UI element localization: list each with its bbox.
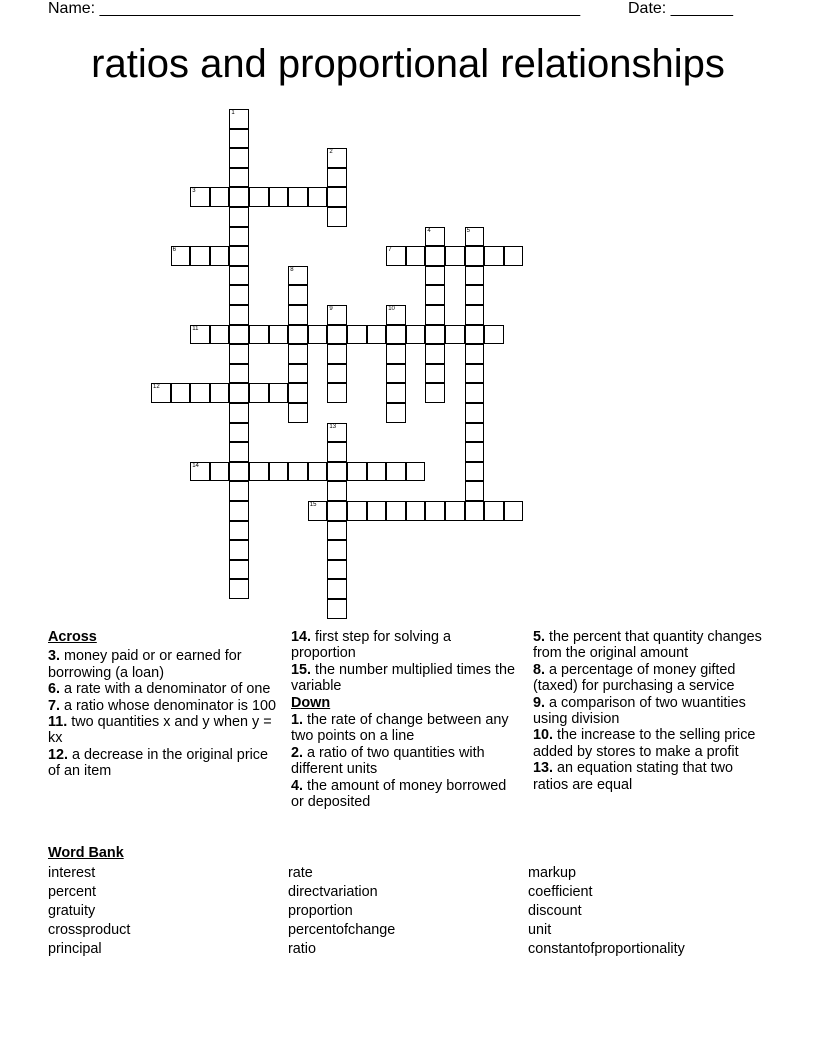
crossword-cell[interactable] [465,266,485,286]
across-heading: Across [48,629,97,645]
crossword-cell[interactable] [406,501,426,521]
word-bank-item: markup [528,865,576,881]
word-bank-column-2 [288,864,395,959]
word-bank-item: principal [48,941,102,957]
crossword-cell[interactable] [465,246,485,266]
crossword-cell[interactable] [229,481,249,501]
clue-number: 13 [329,423,337,430]
across-clue: 3. money paid or or earned for borrowing (a loan) [48,648,242,681]
crossword-cell[interactable] [327,383,347,403]
crossword-cell[interactable] [229,560,249,580]
word-bank-item: crossproduct [48,922,131,938]
crossword-cell[interactable] [484,501,504,521]
clue-number: 5 [466,227,470,234]
clue-number: 10 [388,306,395,312]
crossword-cell[interactable] [229,187,249,207]
crossword-cell[interactable] [445,246,465,266]
clue-number: 14 [192,462,199,469]
crossword-cell[interactable] [308,501,328,521]
crossword-cell[interactable] [229,442,249,462]
crossword-cell[interactable] [229,403,249,423]
crossword-cell[interactable] [465,462,485,482]
crossword-cell[interactable] [229,579,249,599]
crossword-cell[interactable] [190,383,210,403]
crossword-cell[interactable] [229,364,249,384]
crossword-cell[interactable] [190,325,210,345]
crossword-cell[interactable] [327,148,347,168]
crossword-cell[interactable] [465,383,485,403]
crossword-cell[interactable] [288,364,308,384]
crossword-cell[interactable] [425,383,445,403]
crossword-cell[interactable] [327,540,347,560]
crossword-cell[interactable] [269,187,289,207]
across-clue: 15. the number multiplied times the variable [291,661,515,695]
crossword-cell[interactable] [151,383,171,403]
crossword-cell[interactable] [386,462,406,482]
crossword-cell[interactable] [210,383,230,403]
down-clue: 8. a percentage of money gifted (taxed) for purchasing a service [533,661,736,695]
crossword-cell[interactable] [229,207,249,227]
crossword-cell[interactable] [465,344,485,364]
crossword-cell[interactable] [425,305,445,325]
crossword-cell[interactable] [190,187,210,207]
word-bank-heading: Word Bank [48,845,124,861]
crossword-cell[interactable] [465,305,485,325]
crossword-cell[interactable] [327,481,347,501]
crossword-cell[interactable] [367,325,387,345]
crossword-cell[interactable] [327,599,347,619]
crossword-cell[interactable] [229,168,249,188]
crossword-cell[interactable] [445,325,465,345]
crossword-cell[interactable] [425,344,445,364]
crossword-cell[interactable] [288,344,308,364]
down-clue: 9. a comparison of two wuantities using division [533,694,746,728]
word-bank-item: gratuity [48,903,96,919]
clue-number: 6 [172,247,176,254]
crossword-cell[interactable] [484,246,504,266]
crossword-cell[interactable] [229,344,249,364]
crossword-cell[interactable] [229,266,249,286]
clue-number: 7 [388,247,392,254]
crossword-cell[interactable] [327,462,347,482]
crossword-cell[interactable] [288,462,308,482]
crossword-cell[interactable] [465,481,485,501]
crossword-cell[interactable] [210,246,230,266]
crossword-cell[interactable] [269,325,289,345]
word-bank-item: percentofchange [288,922,396,938]
crossword-cell[interactable] [425,266,445,286]
crossword-cell[interactable] [269,383,289,403]
crossword-cell[interactable] [347,325,367,345]
crossword-cell[interactable] [210,187,230,207]
word-bank-item: discount [528,903,582,919]
clue-number: 1 [231,110,235,116]
across-clue: 11. two quantities x and y when y = kx [48,714,272,747]
crossword-cell[interactable] [327,364,347,384]
crossword-cell[interactable] [425,227,445,247]
crossword-cell[interactable] [327,423,347,443]
clues-column-1 [48,629,276,780]
across-clue: 14. first step for solving a proportion [291,629,451,662]
crossword-cell[interactable] [288,266,308,286]
clue-number: 9 [329,306,333,312]
crossword-cell[interactable] [229,521,249,541]
crossword-cell[interactable] [308,462,328,482]
crossword-cell[interactable] [445,501,465,521]
clues-column-3 [533,629,765,839]
crossword-cell[interactable] [229,540,249,560]
crossword-cell[interactable] [406,246,426,266]
crossword-cell[interactable] [229,501,249,521]
crossword-cell[interactable] [347,462,367,482]
word-bank-item: ratio [288,941,316,957]
crossword-cell[interactable] [386,501,406,521]
crossword-cell[interactable] [327,501,347,521]
clues-column-2 [291,629,519,810]
page-title: ratios and proportional relationships [91,42,725,86]
crossword-cell[interactable] [465,403,485,423]
crossword-cell[interactable] [210,462,230,482]
crossword-cell[interactable] [465,501,485,521]
crossword-cell[interactable] [171,246,191,266]
clue-number: 3 [192,188,196,195]
down-clue: 5. the percent that quantity changes from the original amount [533,629,762,662]
crossword-cell[interactable] [327,442,347,462]
crossword-cell[interactable] [269,462,289,482]
crossword-cell[interactable] [386,364,406,384]
word-bank-item: interest [48,865,96,881]
word-bank-item: coefficient [528,884,593,900]
crossword-cell[interactable] [229,383,249,403]
crossword-cell[interactable] [229,325,249,345]
crossword-cell[interactable] [288,305,308,325]
word-bank-item: directvariation [288,884,378,900]
crossword-cell[interactable] [327,344,347,364]
crossword-cell[interactable] [229,285,249,305]
crossword-cell[interactable] [386,344,406,364]
crossword-cell[interactable] [406,325,426,345]
crossword-cell[interactable] [249,325,269,345]
crossword-cell[interactable] [288,383,308,403]
clue-number: 12 [153,384,160,391]
word-bank-column-3 [528,864,685,959]
crossword-cell[interactable] [190,462,210,482]
crossword-cell[interactable] [465,325,485,345]
clue-number: 11 [192,325,199,332]
crossword-cell[interactable] [386,246,406,266]
crossword-cell[interactable] [249,187,269,207]
down-heading: Down [291,694,331,711]
clue-number: 8 [290,266,294,273]
crossword-cell[interactable] [308,325,328,345]
clue-number: 4 [427,227,431,234]
down-clue: 4. the amount of money borrowed or deposited [291,777,507,811]
crossword-cell[interactable] [504,246,524,266]
crossword-cell[interactable] [465,442,485,462]
crossword-cell[interactable] [327,168,347,188]
down-clue: 1. the rate of change between any two points on a line [291,712,509,745]
crossword-cell[interactable] [308,187,328,207]
word-bank-item: constantofproportionality [528,941,685,957]
crossword-cell[interactable] [288,403,308,423]
crossword-cell[interactable] [327,207,347,227]
crossword-cell[interactable] [367,501,387,521]
crossword-cell[interactable] [386,383,406,403]
crossword-cell[interactable] [229,423,249,443]
crossword-cell[interactable] [229,227,249,247]
crossword-cell[interactable] [425,246,445,266]
name-field-label: Name: ______________________________________________________ [48,0,581,17]
crossword-cell[interactable] [327,325,347,345]
across-clue: 7. a ratio whose denominator is 100 [48,697,277,714]
crossword-cell[interactable] [288,187,308,207]
crossword-cell[interactable] [465,364,485,384]
crossword-cell[interactable] [367,462,387,482]
crossword-cell[interactable] [425,285,445,305]
crossword-cell[interactable] [327,187,347,207]
crossword-cell[interactable] [249,383,269,403]
crossword-cell[interactable] [288,325,308,345]
down-clue: 13. an equation stating that two ratios are equal [533,760,734,793]
crossword-cell[interactable] [327,305,347,325]
crossword-cell[interactable] [229,129,249,149]
crossword-cell[interactable] [229,148,249,168]
word-bank-item: percent [48,884,96,900]
crossword-cell[interactable] [249,462,269,482]
crossword-cell[interactable] [386,403,406,423]
crossword-cell[interactable] [327,521,347,541]
crossword-cell[interactable] [425,325,445,345]
crossword-cell[interactable] [425,501,445,521]
crossword-cell[interactable] [229,305,249,325]
crossword-cell[interactable] [229,109,249,129]
word-bank-item: rate [288,865,313,881]
across-clue: 12. a decrease in the original price of an item [48,746,269,780]
across-clue: 6. a rate with a denominator of one [48,681,271,698]
crossword-cell[interactable] [210,325,230,345]
word-bank-column-1 [48,864,130,959]
crossword-cell[interactable] [229,462,249,482]
clue-number: 2 [329,149,333,156]
crossword-cell[interactable] [288,285,308,305]
down-clue: 2. a ratio of two quantities with different units [291,744,485,778]
crossword-cell[interactable] [504,501,524,521]
clue-number: 15 [309,502,317,508]
date-field-label: Date: _______ [628,0,733,17]
down-clue: 10. the increase to the selling price added by stores to make a profit [533,727,756,760]
crossword-cell[interactable] [406,462,426,482]
crossword-cell[interactable] [386,305,406,325]
word-bank-item: unit [528,922,552,938]
crossword-cell[interactable] [465,423,485,443]
word-bank-item: proportion [288,903,353,919]
crossword-cell[interactable] [327,579,347,599]
crossword-cell[interactable] [190,246,210,266]
crossword-cell[interactable] [347,501,367,521]
crossword-cell[interactable] [425,364,445,384]
crossword-cell[interactable] [386,325,406,345]
crossword-cell[interactable] [327,560,347,580]
crossword-cell[interactable] [465,285,485,305]
crossword-cell[interactable] [229,246,249,266]
crossword-cell[interactable] [484,325,504,345]
crossword-cell[interactable] [171,383,191,403]
crossword-cell[interactable] [465,227,485,247]
